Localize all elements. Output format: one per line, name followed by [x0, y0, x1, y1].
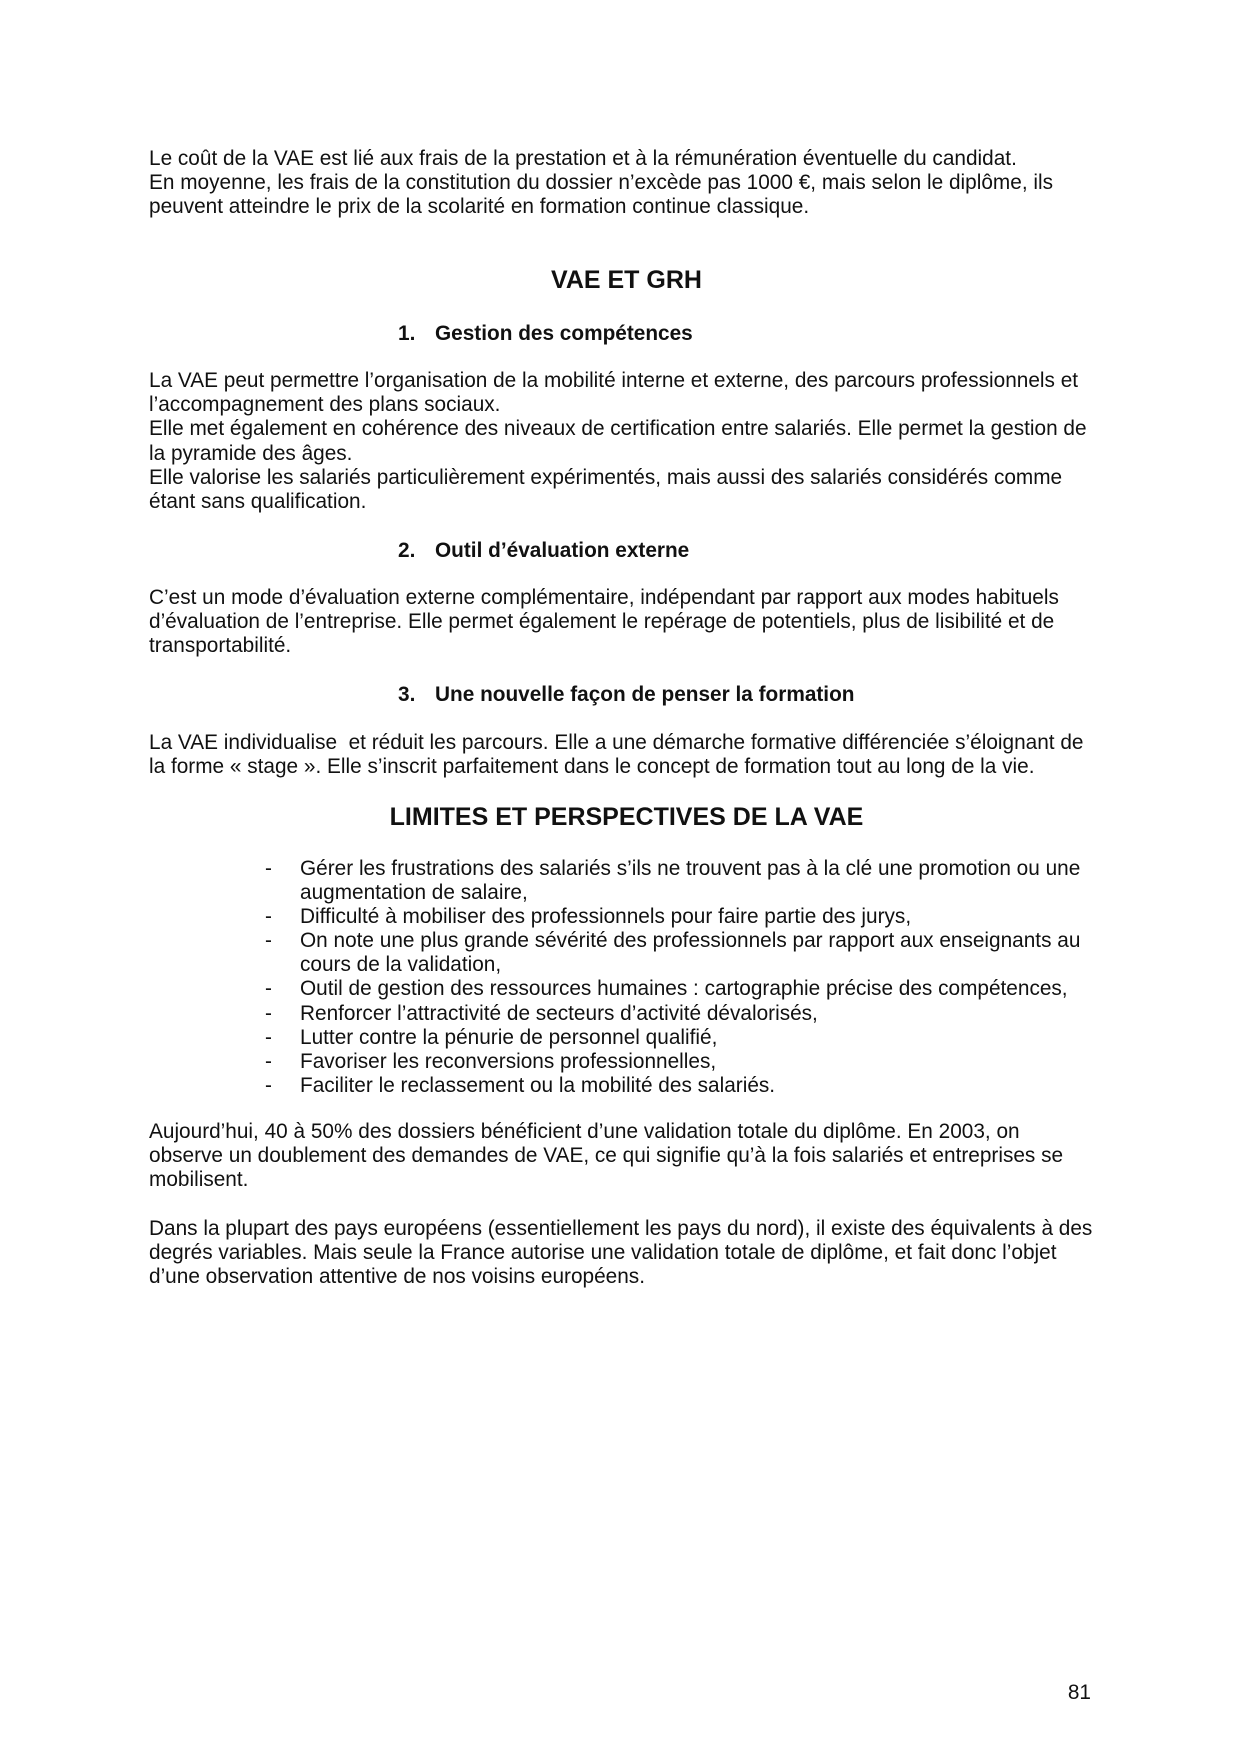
paragraph-line: Dans la plupart des pays européens (essentiellement les pays du nord), il existe des équivalents à des — [149, 1217, 1093, 1240]
paragraph-line: La VAE peut permettre l’organisation de la mobilité interne et externe, des parcours professionnels et — [149, 369, 1079, 392]
paragraph-line: la forme « stage ». Elle s’inscrit parfaitement dans le concept de formation tout au long de la vie. — [149, 755, 1035, 779]
list-item-line: Renforcer l’attractivité de secteurs d’activité dévalorisés, — [300, 1001, 818, 1025]
list-item-text — [300, 977, 1068, 1001]
list-item — [265, 905, 1080, 929]
bullet-dash: - — [265, 905, 272, 929]
subsection-paragraph — [149, 731, 1083, 779]
bullet-dash: - — [265, 929, 272, 953]
bullet-dash: - — [265, 1025, 272, 1049]
subsection-number: 1. — [398, 322, 416, 345]
paragraph-line: C’est un mode d’évaluation externe complémentaire, indépendant par rapport aux modes habituels — [149, 586, 1059, 609]
list-item-line: Favoriser les reconversions professionnelles, — [300, 1049, 717, 1073]
list-item-line: Faciliter le reclassement ou la mobilité des salariés. — [300, 1073, 776, 1097]
section-title-vae-grh: VAE ET GRH — [551, 266, 702, 294]
list-item-line: Lutter contre la pénurie de personnel qualifié, — [300, 1025, 718, 1049]
subsection-paragraph — [149, 369, 1087, 514]
bullet-dash: - — [265, 1073, 272, 1097]
paragraph-line: En moyenne, les frais de la constitution du dossier n’excède pas 1000 €, mais selon le diplôme, ils — [149, 171, 1054, 195]
list-item — [265, 929, 1080, 977]
list-item-text — [300, 857, 1080, 905]
list-item-text — [300, 905, 911, 929]
bullet-list — [265, 857, 1080, 1098]
conclusion-paragraph — [149, 1217, 1092, 1290]
section-title-limites: LIMITES ET PERSPECTIVES DE LA VAE — [389, 803, 864, 831]
paragraph-line: La VAE individualise et réduit les parcours. Elle a une démarche formative différenciée s’éloignant de — [149, 731, 1084, 754]
bullet-dash: - — [265, 857, 272, 880]
list-item-line: On note une plus grande sévérité des professionnels par rapport aux enseignants au — [300, 929, 1081, 953]
list-item-text — [300, 1002, 818, 1026]
subsection-title: Outil d’évaluation externe — [435, 539, 690, 562]
list-item — [265, 1050, 1080, 1074]
list-item-text — [300, 1074, 775, 1098]
paragraph-line: Le coût de la VAE est lié aux frais de la prestation et à la rémunération éventuelle du candidat. — [149, 147, 1017, 170]
paragraph-line: étant sans qualification. — [149, 489, 367, 513]
subsection-title: Gestion des compétences — [435, 322, 693, 345]
list-item-line: augmentation de salaire, — [300, 881, 528, 905]
intro-paragraph — [149, 147, 1053, 220]
subsection-paragraph — [149, 586, 1059, 659]
paragraph-line: Aujourd’hui, 40 à 50% des dossiers bénéficient d’une validation totale du diplôme. En 2003, on — [149, 1120, 1020, 1143]
conclusion-paragraph — [149, 1120, 1063, 1193]
bullet-dash: - — [265, 1049, 272, 1073]
list-item — [265, 1074, 1080, 1098]
page-number: 81 — [1067, 1681, 1091, 1704]
list-item — [265, 857, 1080, 905]
bullet-dash: - — [265, 1001, 272, 1025]
paragraph-line: observe un doublement des demandes de VAE, ce qui signifie qu’à la fois salariés et entreprises se — [149, 1144, 1064, 1168]
subsection-title: Une nouvelle façon de penser la formation — [435, 683, 855, 706]
subsection-heading — [398, 683, 855, 707]
list-item-text — [300, 1026, 717, 1050]
subsection-number: 3. — [398, 683, 416, 706]
paragraph-line: degrés variables. Mais seule la France autorise une validation totale de diplôme, et fait donc l’objet — [149, 1241, 1057, 1265]
paragraph-line: peuvent atteindre le prix de la scolarité en formation continue classique. — [149, 195, 810, 219]
subsection-heading — [398, 539, 689, 563]
list-item — [265, 1002, 1080, 1026]
paragraph-line: l’accompagnement des plans sociaux. — [149, 393, 501, 417]
subsection-number: 2. — [398, 539, 416, 562]
paragraph-line: Elle valorise les salariés particulièrement expérimentés, mais aussi des salariés considérés comme — [149, 465, 1063, 489]
paragraph-line: mobilisent. — [149, 1168, 249, 1192]
paragraph-line: Elle met également en cohérence des niveaux de certification entre salariés. Elle permet la gestion de — [149, 417, 1087, 441]
paragraph-line: la pyramide des âges. — [149, 441, 353, 465]
list-item-text — [300, 929, 1080, 977]
list-item — [265, 977, 1080, 1001]
subsection-heading — [398, 322, 693, 346]
list-item-line: cours de la validation, — [300, 953, 502, 977]
list-item-line: Difficulté à mobiliser des professionnels pour faire partie des jurys, — [300, 905, 912, 929]
list-item-line: Outil de gestion des ressources humaines : cartographie précise des compétences, — [300, 977, 1068, 1001]
list-item — [265, 1026, 1080, 1050]
list-item-line: Gérer les frustrations des salariés s’ils ne trouvent pas à la clé une promotion ou une — [300, 857, 1081, 880]
paragraph-line: d’évaluation de l’entreprise. Elle permet également le repérage de potentiels, plus de lisibilité et de — [149, 610, 1055, 634]
list-item-text — [300, 1050, 716, 1074]
bullet-dash: - — [265, 977, 272, 1001]
paragraph-line: transportabilité. — [149, 634, 292, 658]
paragraph-line: d’une observation attentive de nos voisins européens. — [149, 1265, 645, 1289]
